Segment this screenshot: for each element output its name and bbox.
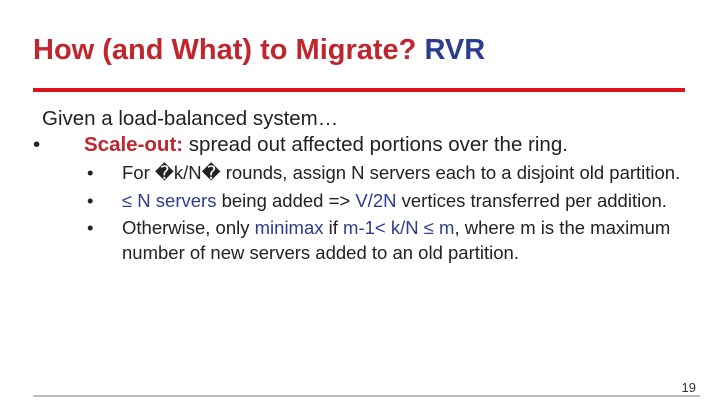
bullet-glyph: • [87, 162, 94, 183]
scale-out-label: Scale-out: [84, 133, 184, 156]
sub-bullet-item [42, 161, 692, 186]
highlight-text: m-1< k/N ≤ m [343, 217, 455, 238]
sub-bullet-item [42, 189, 692, 214]
footer-line [33, 395, 700, 397]
bullet-text: being added => [216, 189, 356, 211]
slide-body [33, 106, 702, 265]
bullet-glyph: • [87, 189, 94, 211]
bullet-text: , where m is the maximum number of new servers added to an old partition. [122, 217, 671, 263]
sub-bullet-item [42, 216, 692, 265]
title-accent: RVR [424, 34, 486, 66]
title-underline [33, 88, 685, 92]
bullet-scale-out [33, 132, 702, 158]
bullet-text: For �k/N� rounds, assign N servers each to a disjoint old partition. [122, 162, 681, 183]
highlight-text: V/2N [355, 189, 397, 211]
bullet-glyph: • [33, 133, 41, 156]
bullet-text: Otherwise, only [122, 217, 255, 238]
slide-title [33, 34, 485, 67]
bullet-text: if [323, 217, 344, 238]
highlight-text: minimax [254, 217, 324, 238]
page-number: 19 [681, 380, 696, 395]
bullet-text: vertices transferred per addition. [396, 189, 667, 211]
highlight-text: ≤ N servers [122, 189, 217, 211]
intro-text: Given a load-balanced system… [42, 107, 339, 130]
bullet-glyph: • [87, 217, 94, 238]
title-main: How (and What) to Migrate? [33, 34, 417, 66]
sub-bullet-list [42, 161, 702, 265]
scale-out-text: spread out affected portions over the ring. [183, 133, 568, 156]
